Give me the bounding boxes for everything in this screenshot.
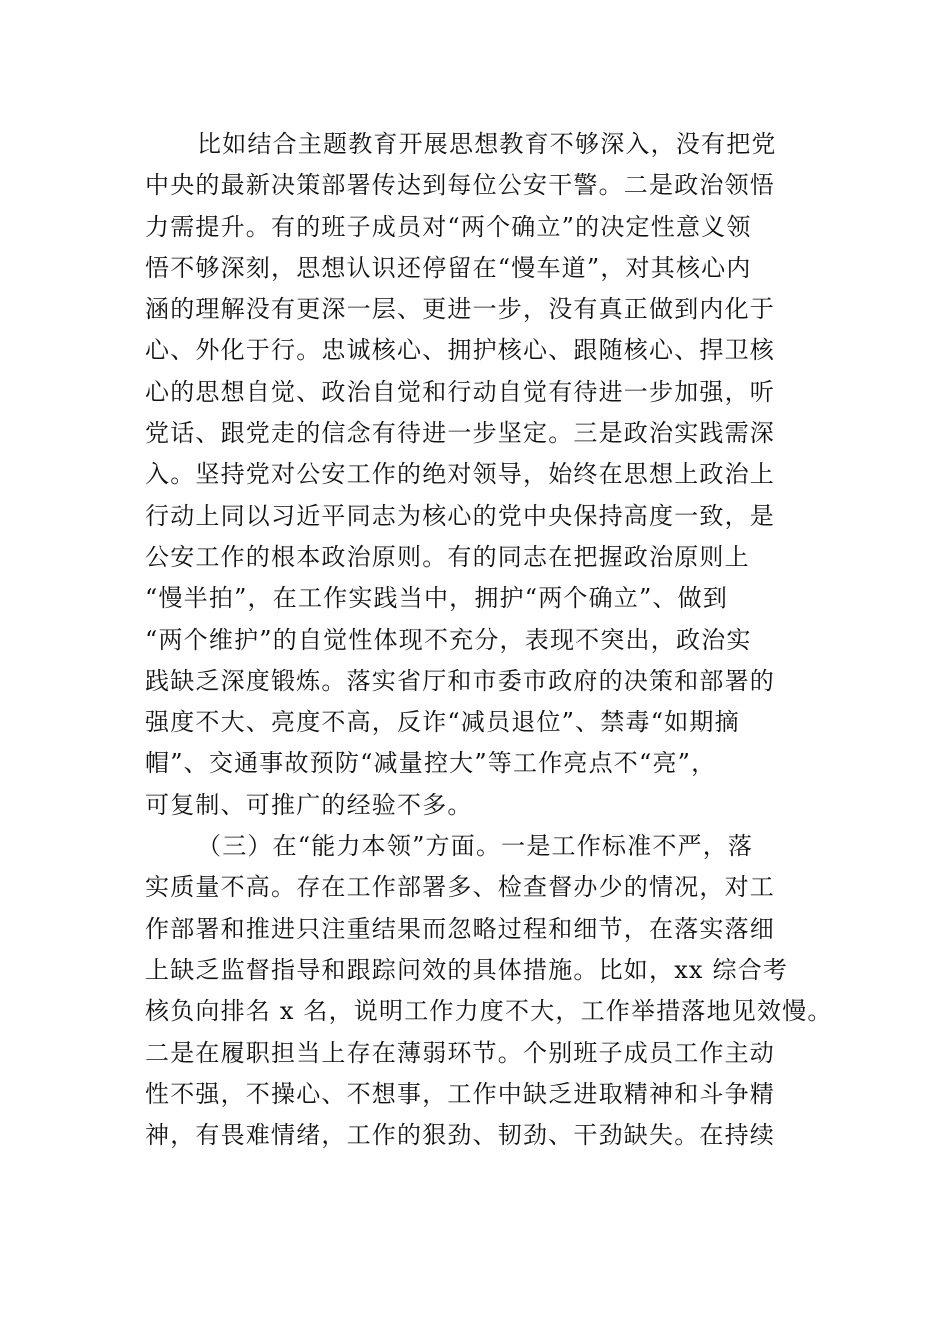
- text-line: 可复制、可推广的经验不多。: [145, 790, 473, 819]
- text-line: 性不强，不操心、不想事，工作中缺乏进取精神和斗争精: [145, 1079, 775, 1108]
- text-line: 中央的最新决策部署传达到每位公安干警。二是政治领悟: [145, 171, 775, 200]
- text-line: 帽”、交通事故预防“减量控大”等工作亮点不“亮”，: [145, 749, 717, 778]
- body-text: [145, 124, 833, 1156]
- text-line: 比如结合主题教育开展思想教育不够深入，没有把党: [197, 130, 777, 158]
- text-line: （三）在“能力本领”方面。一是工作标准不严，落: [197, 832, 754, 861]
- text-line: 心的思想自觉、政治自觉和行动自觉有待进一步加强，听: [145, 377, 775, 406]
- text-line: 上缺乏监督指导和跟踪问效的具体措施。比如，xx 综合考: [145, 955, 789, 984]
- text-line: “两个维护”的自觉性体现不充分，表现不突出，政治实: [145, 625, 752, 654]
- text-line: 党话、跟党走的信念有待进一步坚定。三是政治实践需深: [145, 419, 775, 448]
- text-line: 二是在履职担当上存在薄弱环节。个别班子成员工作主动: [145, 1038, 775, 1067]
- text-line: 实质量不高。存在工作部署多、检查督办少的情况，对工: [145, 873, 775, 902]
- text-line: 入。坚持党对公安工作的绝对领导，始终在思想上政治上: [145, 460, 775, 489]
- text-line: “慢半拍”，在工作实践当中，拥护“两个确立”、做到: [145, 584, 729, 613]
- text-line: 作部署和推进只注重结果而忽略过程和细节，在落实落细: [145, 914, 775, 943]
- text-line: 公安工作的根本政治原则。有的同志在把握政治原则上: [145, 542, 750, 571]
- text-line: 神，有畏难情绪，工作的狠劲、韧劲、干劲缺失。在持续: [145, 1121, 775, 1150]
- text-line: 践缺乏深度锻炼。落实省厅和市委市政府的决策和部署的: [145, 666, 775, 695]
- text-line: 力需提升。有的班子成员对“两个确立”的决定性意义领: [145, 212, 752, 241]
- text-line: 行动上同以习近平同志为核心的党中央保持高度一致，是: [145, 501, 775, 530]
- text-line: 涵的理解没有更深一层、更进一步，没有真正做到内化于: [145, 295, 775, 324]
- text-line: 悟不够深刻，思想认识还停留在“慢车道”，对其核心内: [145, 253, 752, 282]
- text-line: 核负向排名 x 名，说明工作力度不大，工作举措落地见效慢。: [145, 997, 833, 1026]
- text-line: 心、外化于行。忠诚核心、拥护核心、跟随核心、捍卫核: [145, 336, 775, 365]
- text-line: 强度不大、亮度不高，反诈“减员退位”、禁毒“如期摘: [145, 708, 740, 737]
